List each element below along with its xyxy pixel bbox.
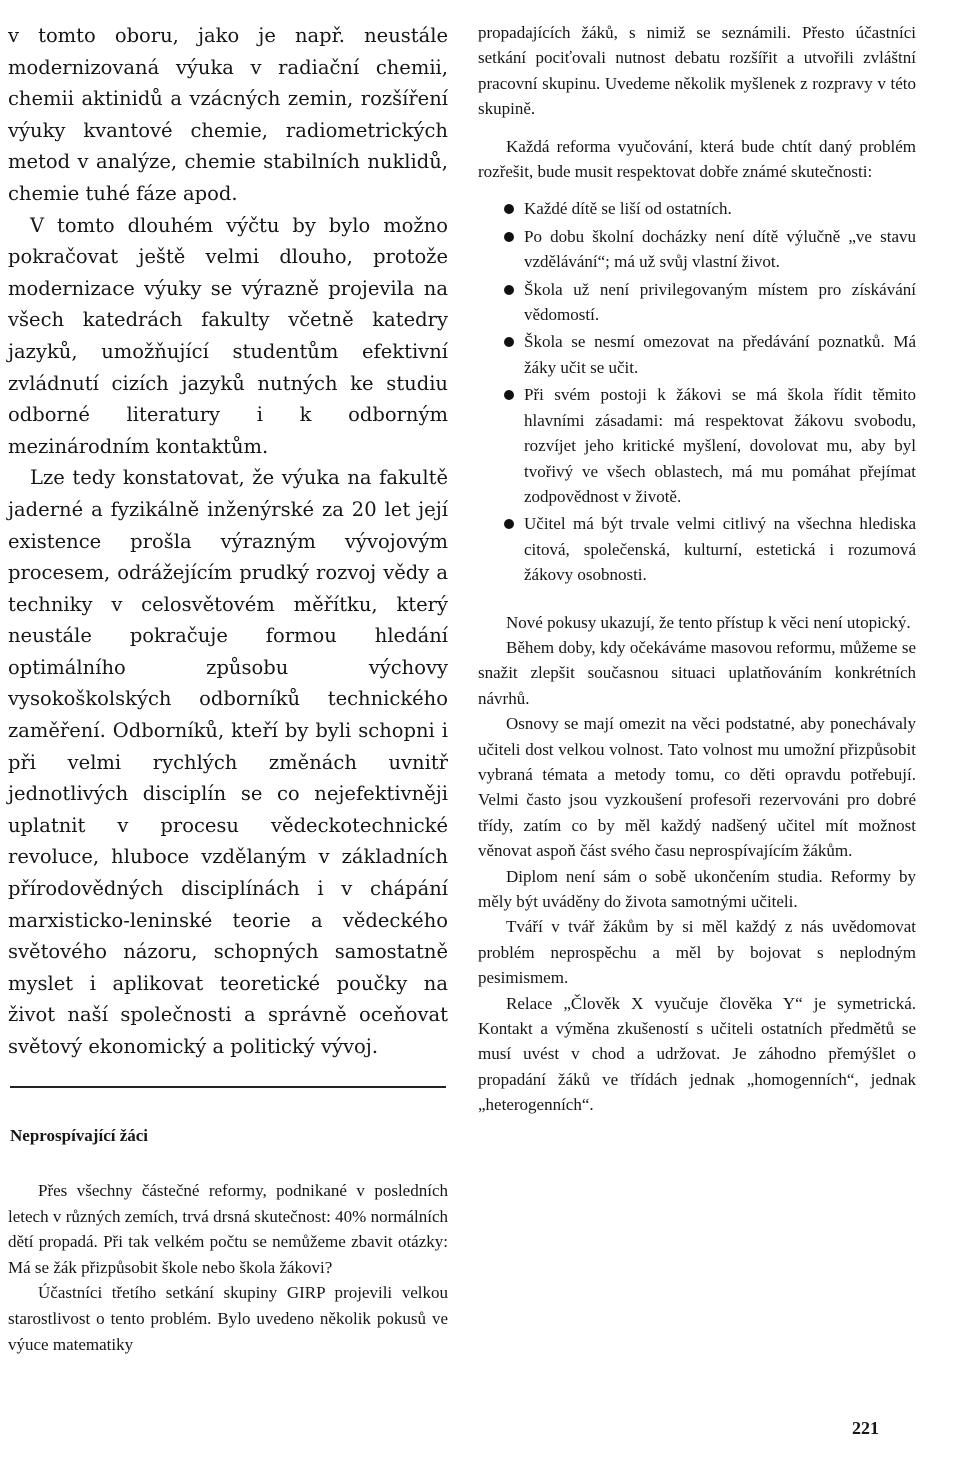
list-item-text: Učitel má být trvale velmi citlivý na všechna hlediska citová, společenská, kulturní, estetická i rozumová žákovy osobnosti. <box>524 514 916 585</box>
page-number: 221 <box>852 1418 879 1438</box>
list-item-text: Při svém postoji k žákovi se má škola řídit těmito hlavními zásadami: má respektovat žákovu svobodu, rozvíjet jeho kritické myšlení, dovolovat mu, aby byl tvořivý ve všech oblastech, má mu pomáhat přejímat zodpovědnost v životě. <box>524 385 916 506</box>
right-paragraph-1: Nové pokusy ukazují, že tento přístup k věci není utopický. <box>506 612 911 632</box>
left-column <box>8 20 448 1063</box>
right-lead-paragraph: Každá reforma vyučování, která bude chtít daný problém rozřešit, bude musit respektovat dobře známé skutečnosti: <box>478 136 916 182</box>
section-paragraph-2: Účastníci třetího setkání skupiny GIRP projevili velkou starostlivost o tento problém. Bylo uvedeno několik pokusů ve výuce matematiky <box>8 1283 448 1354</box>
right-paragraph-5: Tváří v tvář žákům by si měl každý z nás uvědomovat problém neprospěchu a měl by bojovat s neplodným pesimismem. <box>478 917 916 988</box>
list-item-text: Škola se nesmí omezovat na předávání poznatků. Má žáky učit se učit. <box>524 332 916 377</box>
list-item-text: Po dobu školní docházky není dítě výlučně „ve stavu vzdělávání“; má už svůj vlastní život. <box>524 226 916 272</box>
right-paragraph-4: Diplom není sám o sobě ukončením studia. Reformy by měly být uváděny do života samotnými učiteli. <box>478 866 916 911</box>
right-column <box>478 20 916 1118</box>
list-item <box>478 511 916 587</box>
section-heading: Neprospívající žáci <box>10 1126 149 1145</box>
bullet-dot-icon <box>504 337 514 347</box>
section-paragraph-1: Přes všechny částečné reformy, podnikané v posledních letech v různých zemích, trvá drsná skutečnost: 40% normálních dětí propadá. Při tak velkém počtu se nemůžeme zbavit otázky: Má se žák přizpůsobit škole nebo škola žákovi? <box>8 1181 448 1277</box>
right-paragraph-2: Během doby, kdy očekáváme masovou reformu, můžeme se snažit zlepšit současnou situaci uplatňováním konkrétních návrhů. <box>478 637 916 708</box>
list-item <box>478 224 916 275</box>
left-paragraph-2: V tomto dlouhém výčtu by bylo možno pokračovat ještě velmi dlouho, protože modernizace výuky se výrazně projevila na všech katedrách fakulty včetně katedry jazyků, umožňující studentům efektivní zvládnutí cizích jazyků nutných ke studiu odborné literatury i k odborným mezinárodním kontaktům. <box>8 213 448 458</box>
section-body <box>8 1178 448 1357</box>
right-paragraph-6: Relace „Člověk X vyučuje člověka Y“ je symetrická. Kontakt a výměna zkušeností s učiteli ostatních předmětů se musí uvést v chod a udržovat. Je záhodno přemýšlet o propadání žáků ve třídách jednak „homogenních“, jednak „heterogenních“. <box>478 993 916 1115</box>
bullet-dot-icon <box>504 204 514 214</box>
left-paragraph-3: Lze tedy konstatovat, že výuka na fakultě jaderné a fyzikálně inženýrské za 20 let její existence prošla výrazným vývojovým procesem, odrážejícím prudký rozvoj vědy a techniky v celosvětovém měřítku, který neustále pokračuje formou hledání optimálního způsobu výchovy vysokoškolských odborníků technického zaměření. Odborníků, kteří by byli schopni i při velmi rychlých změnách uvnitř jednotlivých disciplín se co nejefektivněji uplatnit v procesu vědeckotechnické revoluce, hluboce vzdělaným v základních přírodovědných disciplínách i v chápání marxisticko-leninské teorie a vědeckého světového názoru, schopných samostatně myslet i aplikovat teoretické poučky na život naší společnosti a správně oceňovat světový ekonomický a politický vývoj. <box>8 466 448 1058</box>
bullet-dot-icon <box>504 519 514 529</box>
list-item <box>478 382 916 509</box>
section-divider <box>10 1086 446 1088</box>
bullet-dot-icon <box>504 285 514 295</box>
right-intro-paragraph: propadajících žáků, s nimiž se seznámili. Přesto účastníci setkání pociťovali nutnost debatu rozšířit a utvořili zvláštní pracovní skupinu. Uvedeme několik myšlenek z rozpravy v této skupině. <box>478 23 916 119</box>
list-item <box>478 196 916 221</box>
bullet-dot-icon <box>504 232 514 242</box>
right-paragraph-3: Osnovy se mají omezit na věci podstatné, aby ponechávaly učiteli dost velkou volnost. Tato volnost mu umožní přizpůsobit vybraná témata a metody tomu, co děti opravdu potřebují. Velmi často jsou vyzkoušení profesoři rezervováni pro dobré třídy, zatím co by měl každý nadšený učitel mít možnost věnovat aspoň část svého času neprospívajícím žákům. <box>478 714 916 861</box>
principles-list <box>478 196 916 587</box>
bullet-dot-icon <box>504 390 514 400</box>
list-item-text: Každé dítě se liší od ostatních. <box>524 199 732 219</box>
list-item <box>478 277 916 328</box>
list-item-text: Škola už není privilegovaným místem pro získávání vědomostí. <box>524 279 916 325</box>
list-item <box>478 329 916 380</box>
left-paragraph-1: v tomto oboru, jako je např. neustále modernizovaná výuka v radiační chemii, chemii aktinidů a vzácných zemin, rozšíření výuky kvantové chemie, radiometrických metod v analýze, chemie stabilních nuklidů, chemie tuhé fáze apod. <box>8 24 448 205</box>
